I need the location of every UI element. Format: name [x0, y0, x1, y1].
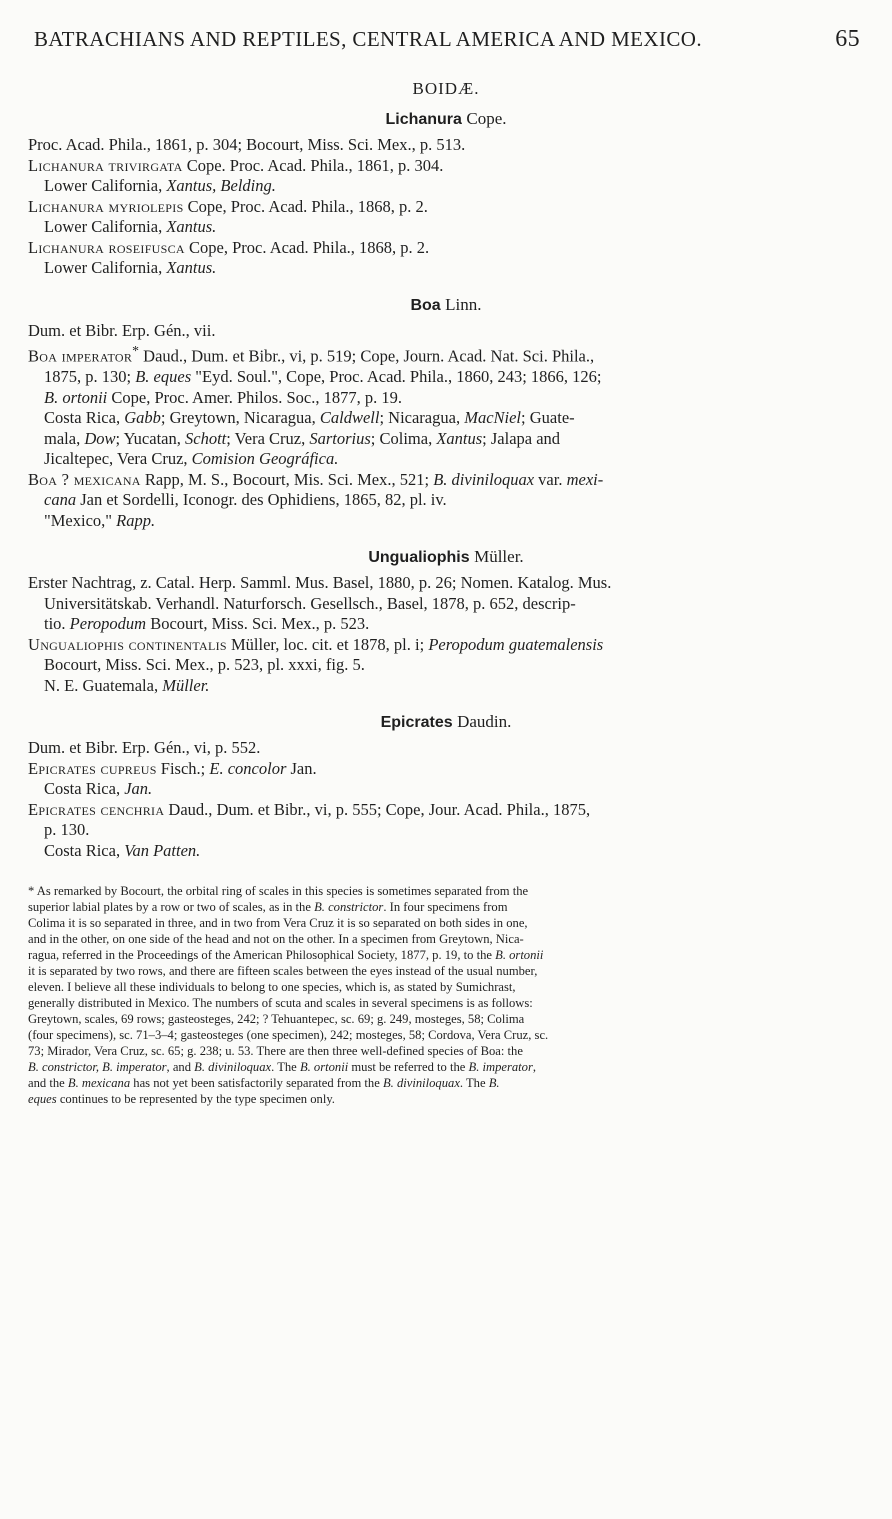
synonym: mexi-	[566, 469, 604, 489]
locality-text: "Mexico,"	[44, 510, 117, 530]
collector: Sartorius	[309, 428, 371, 448]
species-ref: eques	[28, 1092, 57, 1106]
species-entry	[28, 156, 864, 177]
species-reference: Cope. Proc. Acad. Phila., 1861, p. 304.	[182, 155, 444, 175]
synonym: B. eques	[135, 367, 192, 386]
running-head	[34, 26, 860, 53]
locality-text: Costa Rica,	[44, 779, 125, 798]
species-locality	[28, 841, 864, 862]
species-name: Lichanura roseifusca	[28, 237, 185, 257]
footnote-line: generally distributed in Mexico. The numbers of scuta and scales in several specimens is as follows:	[28, 996, 533, 1010]
species-entry	[28, 470, 864, 491]
collector: Xantus	[436, 428, 483, 448]
footnote-line	[28, 1059, 864, 1075]
collector: Dow	[84, 428, 116, 448]
footnote-marker: *	[132, 343, 140, 358]
species-ref: B. imperator	[468, 1060, 533, 1074]
species-ref: B. ortonii	[299, 1060, 349, 1074]
running-head-title: BATRACHIANS AND REPTILES, CENTRAL AMERICA AND MEXICO.	[34, 27, 702, 51]
locality-text: Costa Rica,	[44, 840, 125, 860]
footnote-line: (four specimens), sc. 71–3–4; gasteosteges (one specimen), 242; mosteges, 58; Cordova, Vera Cruz, sc.	[28, 1028, 549, 1042]
species-locality-continued	[28, 429, 864, 450]
genus-reference: Dum. et Bibr. Erp. Gén., vi, p. 552.	[28, 738, 261, 757]
footnote-line	[28, 1075, 864, 1091]
locality-text: ; Greytown, Nicaragua,	[160, 408, 320, 427]
page-number: 65	[835, 26, 860, 52]
genus-name: Boa	[410, 296, 441, 314]
locality-text: ; Vera Cruz,	[226, 428, 310, 448]
species-locality	[28, 511, 864, 532]
species-ref: B. ortonii	[495, 948, 544, 962]
footnote-text: . The	[271, 1060, 300, 1074]
locality-text: Costa Rica,	[44, 408, 125, 427]
footnote-text: ,	[532, 1060, 537, 1074]
species-reference-continued: Bocourt, Miss. Sci. Mex., p. 523, pl. xxxi, fig. 5.	[44, 655, 365, 674]
collector: Rapp.	[116, 510, 156, 530]
species-entry	[28, 800, 864, 821]
genus-heading-lichanura	[28, 109, 864, 129]
species-ref: B. diviniloquax	[194, 1060, 272, 1074]
species-reference-continued	[28, 490, 864, 511]
reference-text: 1875, p. 130;	[44, 367, 136, 386]
footnote-text: ragua, referred in the Proceedings of the American Philosophical Society, 1877, p. 19, to the	[28, 948, 496, 962]
species-name: Ungualiophis continentalis	[28, 634, 227, 654]
footnote-line	[28, 1091, 864, 1107]
species-entry	[28, 238, 864, 259]
species-ref: B. constrictor	[314, 900, 384, 914]
genus-author: Müller.	[474, 547, 524, 566]
genus-author: Cope.	[466, 109, 507, 128]
footnote-text: has not yet been satisfactorily separated from the	[130, 1076, 383, 1090]
locality-text: Jicaltepec, Vera Cruz,	[44, 449, 192, 468]
collector: Caldwell	[319, 408, 380, 427]
synonym: Peropodum guatemalensis	[428, 634, 604, 654]
species-entry	[28, 197, 864, 218]
genus-reference: Erster Nachtrag, z. Catal. Herp. Samml. Mus. Basel, 1880, p. 26; Nomen. Katalog. Mus.	[28, 573, 612, 592]
reference-text: Cope, Proc. Amer. Philos. Soc., 1877, p. 19.	[107, 387, 402, 407]
species-locality	[28, 258, 864, 279]
collector: Van Patten.	[124, 840, 201, 860]
genus-reference: Dum. et Bibr. Erp. Gén., vii.	[28, 320, 216, 340]
footnote-line	[28, 899, 864, 915]
locality-text: mala,	[44, 428, 85, 448]
species-name: Epicrates cupreus	[28, 758, 157, 778]
collector: MacNiel	[464, 408, 522, 427]
species-ref: B. constrictor, B. imperator	[28, 1060, 167, 1074]
footnote-line: * As remarked by Bocourt, the orbital ring of scales in this species is sometimes separated from the	[28, 884, 529, 898]
footnote-line: Colima it is so separated in three, and in two from Vera Cruz it is so separated on both sides in one,	[28, 916, 528, 930]
footnote-line: and in the other, on one side of the head and not on the other. In a specimen from Greytown, Nica-	[28, 932, 524, 946]
species-entry	[28, 635, 864, 656]
genus-heading-boa	[28, 295, 864, 315]
species-locality	[28, 676, 864, 697]
genus-author: Daudin.	[457, 712, 512, 731]
footnote-text: must be referred to the	[348, 1060, 469, 1074]
species-locality	[28, 217, 864, 238]
collector: Xantus.	[166, 217, 217, 236]
reference-text: Fisch.;	[156, 758, 210, 778]
species-locality	[28, 176, 864, 197]
reference-text: Jan.	[286, 758, 317, 778]
species-ref: B. mexicana	[67, 1076, 131, 1090]
reference-text: "Eyd. Soul.", Cope, Proc. Acad. Phila., 1860, 243; 1866, 126;	[191, 367, 602, 386]
reference-text: Rapp, M. S., Bocourt, Mis. Sci. Mex., 521;	[140, 469, 434, 489]
species-name: Lichanura trivirgata	[28, 155, 183, 175]
footnote-line: 73; Mirador, Vera Cruz, sc. 65; g. 238; u. 53. There are then three well-defined species of Boa: the	[28, 1044, 523, 1058]
synonym: cana	[44, 490, 77, 509]
locality-text: ; Nicaragua,	[379, 408, 465, 427]
collector: Xantus.	[166, 258, 217, 277]
footnote-line: it is separated by two rows, and there are fifteen scales between the eyes instead of the usual number,	[28, 964, 538, 978]
footnote-text: and the	[28, 1076, 68, 1090]
synonym: Peropodum	[69, 614, 147, 633]
species-name: Boa imperator	[28, 346, 133, 366]
genus-heading-ungualiophis	[28, 547, 864, 567]
reference-text: Daud., Dum. et Bibr., vi, p. 555; Cope, Jour. Acad. Phila., 1875,	[164, 799, 591, 819]
collector: Jan.	[124, 779, 153, 798]
species-name: Lichanura myriolepis	[28, 196, 184, 216]
locality-text: ; Guate-	[521, 408, 575, 427]
reference-text: tio.	[44, 614, 70, 633]
species-reference-continued: p. 130.	[44, 820, 90, 839]
collector: Gabb	[124, 408, 161, 427]
species-locality	[28, 779, 864, 800]
collector: Comision Geográfica.	[191, 449, 339, 468]
synonym: B. diviniloquax	[433, 469, 535, 489]
footnote-text: . In four specimens from	[383, 900, 508, 914]
footnote-text: . The	[459, 1076, 489, 1090]
footnote-line	[28, 947, 864, 963]
reference-text: var.	[534, 469, 567, 489]
collector: Xantus, Belding.	[166, 176, 276, 195]
reference-text: Bocourt, Miss. Sci. Mex., p. 523.	[146, 614, 370, 633]
family-heading: BOIDÆ.	[412, 79, 480, 98]
species-entry	[28, 341, 864, 367]
footnote-text: superior labial plates by a row or two of scales, as in the	[28, 900, 315, 914]
species-entry	[28, 759, 864, 780]
species-reference: Cope, Proc. Acad. Phila., 1868, p. 2.	[184, 237, 430, 257]
footnote-line: eleven. I believe all these individuals to belong to one species, which is, as stated by Sumichrast,	[28, 980, 516, 994]
collector: Müller.	[162, 675, 210, 695]
footnote-text: , and	[166, 1060, 195, 1074]
species-reference: Cope, Proc. Acad. Phila., 1868, p. 2.	[183, 196, 428, 216]
locality-text: ; Colima,	[370, 428, 437, 448]
synonym: B. ortonii	[44, 387, 108, 407]
footnote-line: Greytown, scales, 69 rows; gasteosteges, 242; ? Tehuantepec, sc. 69; g. 249, mosteges, 58; Colima	[28, 1012, 525, 1026]
genus-author: Linn.	[445, 294, 482, 314]
genus-reference-continued: Universitätskab. Verhandl. Naturforsch. Gesellsch., Basel, 1878, p. 652, descrip-	[44, 593, 576, 613]
genus-heading-epicrates	[28, 712, 864, 732]
synonym: E. concolor	[209, 758, 287, 778]
species-locality	[28, 408, 864, 429]
genus-reference-continued	[28, 614, 864, 635]
species-name: Boa ? mexicana	[28, 469, 141, 489]
locality-text: Lower California,	[44, 217, 167, 236]
footnote-text: continues to be represented by the type specimen only.	[56, 1092, 335, 1106]
species-reference-continued	[28, 388, 864, 409]
reference-text: Jan et Sordelli, Iconogr. des Ophidiens, 1865, 82, pl. iv.	[76, 490, 447, 509]
genus-name: Ungualiophis	[368, 549, 470, 566]
locality-text: N. E. Guatemala,	[44, 675, 163, 695]
genus-name: Lichanura	[385, 111, 462, 128]
species-ref: B. diviniloquax	[382, 1076, 460, 1090]
species-ref: B.	[488, 1076, 500, 1090]
genus-name: Epicrates	[380, 714, 453, 731]
locality-text: Lower California,	[44, 258, 167, 277]
locality-text: Lower California,	[44, 176, 167, 195]
genus-reference: Proc. Acad. Phila., 1861, p. 304; Bocourt, Miss. Sci. Mex., p. 513.	[28, 135, 466, 154]
collector: Schott	[185, 428, 227, 448]
species-name: Epicrates cenchria	[28, 799, 165, 819]
reference-text: Müller, loc. cit. et 1878, pl. i;	[226, 634, 429, 654]
species-locality-continued	[28, 449, 864, 470]
species-reference: Daud., Dum. et Bibr., vi, p. 519; Cope, Journ. Acad. Nat. Sci. Phila.,	[139, 346, 595, 366]
locality-text: ; Jalapa and	[482, 428, 561, 448]
locality-text: ; Yucatan,	[115, 428, 185, 448]
species-reference-continued	[28, 367, 864, 388]
footnote	[28, 883, 864, 1107]
